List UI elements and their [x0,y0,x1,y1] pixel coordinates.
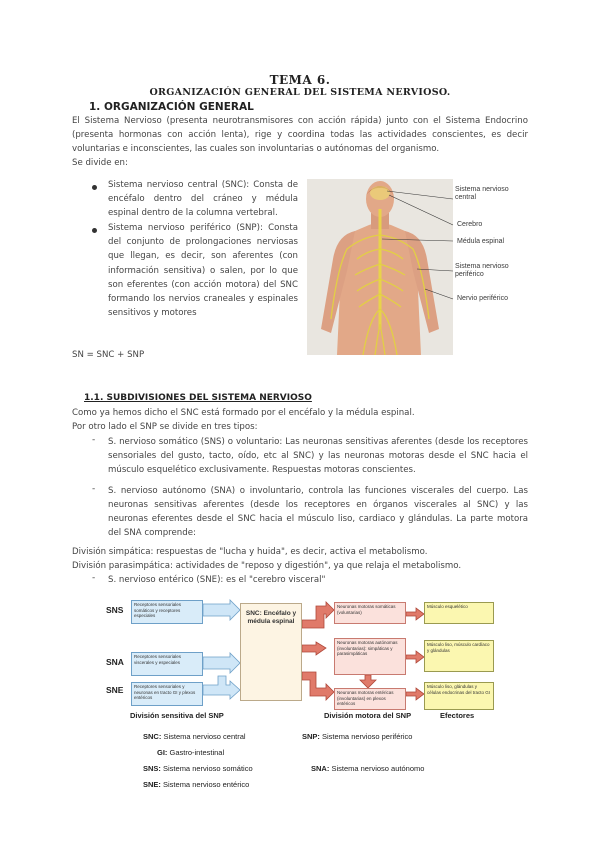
row-label-sne: SNE [106,685,124,695]
label-cerebro: Cerebro [457,221,483,228]
effector-box-smooth: Músculo liso, músculo cardíaco y glándulas [424,640,494,672]
section2-line2: Por otro lado el SNP se divide en tres tipos: [72,422,258,432]
label-nervio: Nervio periférico [457,295,508,302]
sensory-box-sna: Receptores sensoriales viscerales y especiales [131,652,203,676]
motor-box-somatic: Neuronas motoras somáticas (voluntarias) [334,602,406,624]
legend-gi: GI: Gastro-intestinal [157,748,225,757]
legend-sna: SNA: Sistema nervioso autónomo [311,764,425,773]
formula: SN = SNC + SNP [72,350,145,360]
simpatica: División simpática: respuestas de "lucha y huida", es decir, activa el metabolismo. [72,547,428,557]
item-sne: S. nervioso entérico (SNE): es el "cerebro visceral" [108,575,326,585]
label-medula: Médula espinal [457,238,505,245]
section2-line1: Como ya hemos dicho el SNC está formado por el encéfalo y la médula espinal. [72,408,415,418]
legend-snc: SNC: Sistema nervioso central [143,732,246,741]
item-sns: S. nervioso somático (SNS) o voluntario: Las neuronas sensitivas aferentes (desde los receptores sensoriales del gusto, tacto, oído, etc al SNC) y las neuronas motoras desde el SNC hacia el músculo esquelético exclusivamente. Respuestas motoras conscientes. [108,437,528,475]
legend-sne: SNE: Sistema nervioso entérico [143,780,250,789]
sensory-box-sns: Receptores sensoriales somáticos y receptores especiales [131,600,203,624]
motor-box-autonomic: Neuronas motoras autónomas (involuntarias): simpáticas y parasimpáticas [334,638,406,675]
effector-box-gi: Músculo liso, glándulas y células endocrinas del tracto GI [424,682,494,710]
row-label-sna: SNA [106,657,124,667]
doc-subtitle: ORGANIZACIÓN GENERAL DEL SISTEMA NERVIOSO. [149,87,451,98]
legend-sns: SNS: Sistema nervioso somático [143,764,253,773]
motor-box-enteric: Neuronas motoras entéricas (involuntarias) en plexos entéricos [334,688,406,710]
parasimpatica: División parasimpática: actividades de "reposo y digestión", ya que relaja el metabolismo. [72,561,462,571]
caption-sensory: División sensitiva del SNP [130,711,224,720]
legend-snp: SNP: Sistema nervioso periférico [302,732,413,741]
central-box: SNC: Encéfalo y médula espinal [240,603,302,701]
section1-heading: 1. ORGANIZACIÓN GENERAL [89,101,254,113]
label-snc: Sistema nervioso central [455,186,509,201]
nervous-system-figure [307,179,533,355]
section2-heading: 1.1. SUBDIVISIONES DEL SISTEMA NERVIOSO [84,393,312,403]
bullet-snc: Sistema nervioso central (SNC): Consta de encéfalo dentro del cráneo y médula espinal dentro de la columna vertebral. [108,180,298,219]
label-snp: Sistema nervioso periférico [455,263,509,278]
sensory-box-sne: Receptores sensoriales y neuronas en tracto GI y plexos entéricos [131,682,203,706]
doc-title: TEMA 6. [269,73,331,87]
row-label-sns: SNS [106,605,124,615]
bullet-dot [92,228,97,233]
item-sna: S. nervioso autónomo (SNA) o involuntario, controla las funciones viscerales del cuerpo. Las neuronas sensitivas aferentes (desde los receptores en órganos viscerales al SNC) y las neuronas eferentes desde el SNC hacia el músculo liso, cardiaco y glándulas. La parte motora del SNA comprende: [108,486,528,538]
bullet-dot [92,185,97,190]
caption-effectors: Efectores [440,711,475,720]
section1-intro: El Sistema Nervioso (presenta neurotransmisores con acción rápida) junto con el Sistema Endocrino (presenta hormonas con acción lenta), rige y coordina todas las actividades conscientes, es decir voluntarias e inconscientes, las cuales son involuntarias o autónomas del organismo. [72,116,528,154]
section1-divide: Se divide en: [72,158,128,168]
bullet-snp: Sistema nervioso periférico (SNP): Consta del conjunto de prolongaciones nerviosas que llegan, es decir, son aferentes (con información sensitiva) o salen, por lo que son eferentes (con acción motora) del SNC formando los nervios craneales y espinales sensitivos y motores [108,223,298,319]
caption-motor: División motora del SNP [324,711,412,720]
effector-box-skeletal: Músculo esquelético [424,602,494,624]
